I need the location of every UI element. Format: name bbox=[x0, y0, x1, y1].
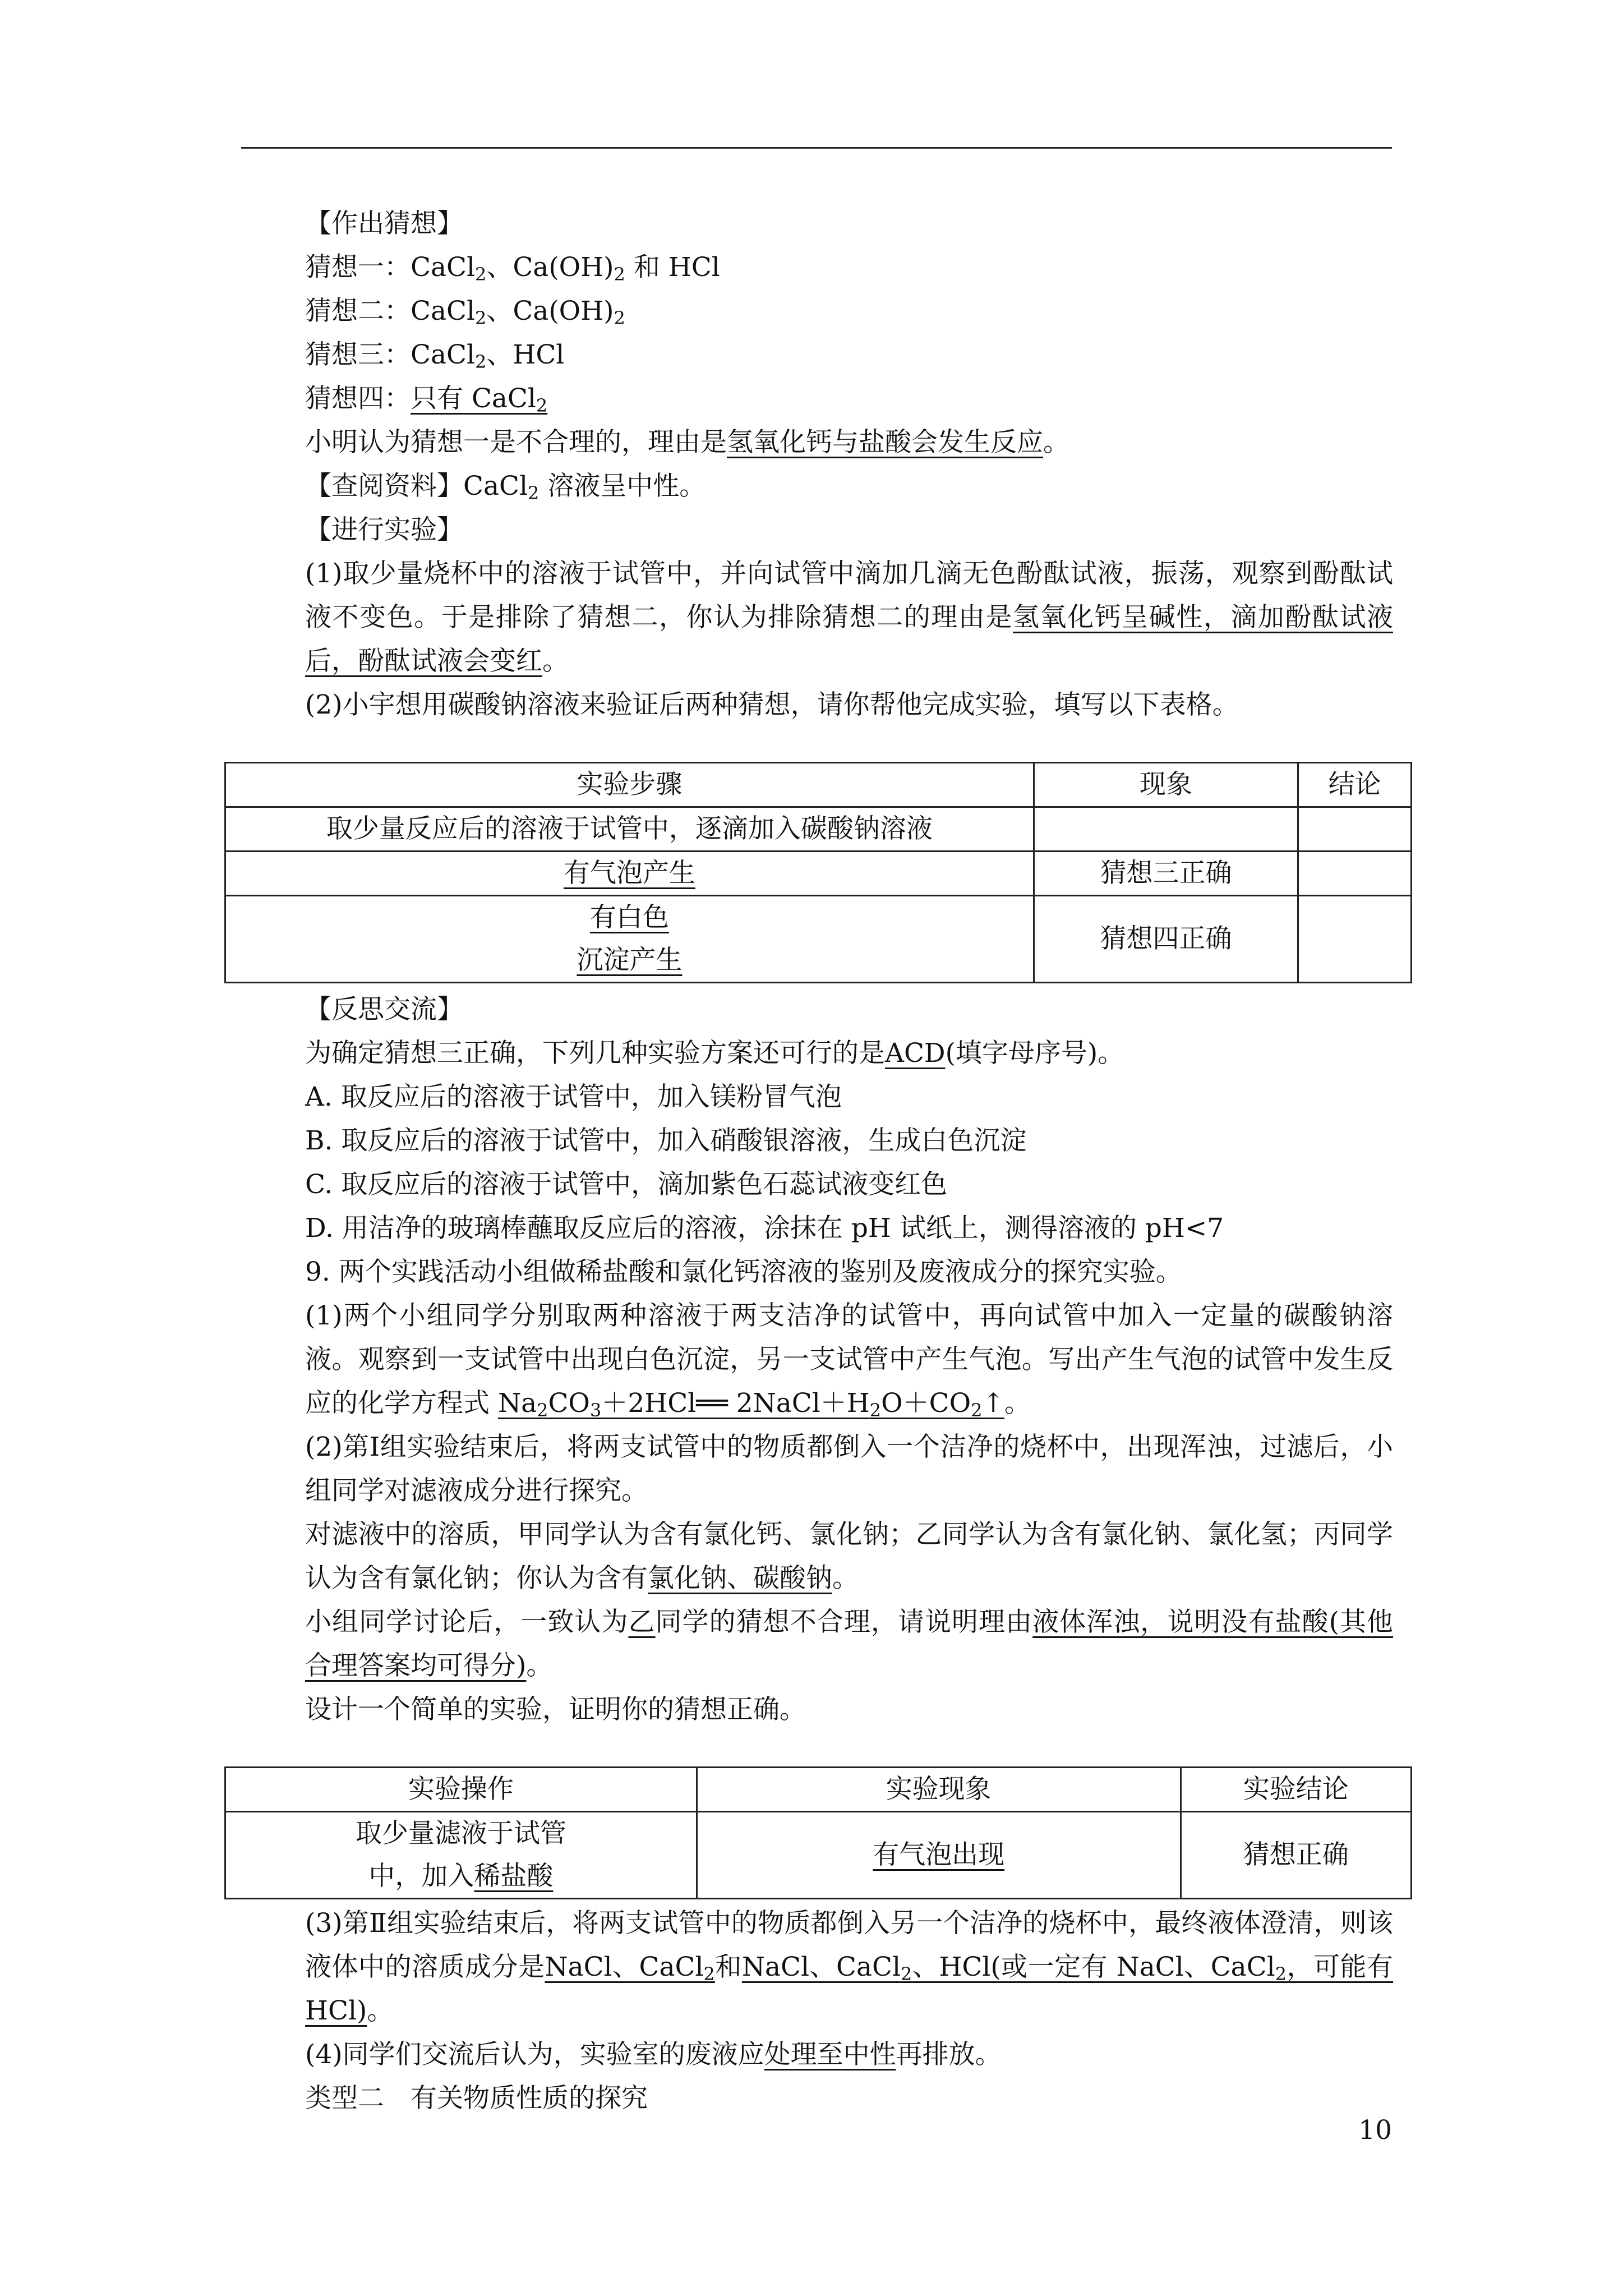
section-heading-reference: 【查阅资料】CaCl$_2$ 溶液呈中性。 bbox=[305, 471, 706, 504]
table-row bbox=[225, 852, 1412, 896]
table-header-cell: 实验结论 bbox=[1181, 1768, 1411, 1812]
table-header-cell: 结论 bbox=[1298, 763, 1412, 807]
table-row bbox=[225, 1812, 1412, 1899]
option-c: C. 取反应后的溶液于试管中，滴加紫色石蕊试液变红色 bbox=[305, 1169, 948, 1200]
table-cell: 有气泡产生 bbox=[225, 852, 1034, 896]
confirm-question: 为确定猜想三正确，下列几种实验方案还可行的是ACD(填字母序号)。 bbox=[305, 1038, 1124, 1069]
guess-3: 猜想三：CaCl$_2$、HCl bbox=[305, 339, 565, 372]
section-heading-experiment: 【进行实验】 bbox=[305, 514, 463, 545]
table-row bbox=[225, 807, 1412, 852]
table-cell: 猜想正确 bbox=[1181, 1812, 1411, 1899]
table-experiment-verify bbox=[224, 1766, 1412, 1899]
table-cell: 猜想四正确 bbox=[1034, 896, 1298, 983]
table-header-cell: 实验步骤 bbox=[225, 763, 1034, 807]
table-cell: 猜想三正确 bbox=[1034, 852, 1298, 896]
experiment-2: (2)小宇想用碳酸钠溶液来验证后两种猜想，请你帮他完成实验，填写以下表格。 bbox=[305, 689, 1239, 720]
section-heading-guess: 【作出猜想】 bbox=[305, 208, 463, 239]
option-b: B. 取反应后的溶液于试管中，加入硝酸银溶液，生成白色沉淀 bbox=[305, 1125, 1027, 1156]
question-9-part-2-design: 设计一个简单的实验，证明你的猜想正确。 bbox=[305, 1694, 806, 1725]
xiaoming-reason: 小明认为猜想一是不合理的，理由是氢氧化钙与盐酸会发生反应。 bbox=[305, 427, 1069, 458]
table-cell: 有白色 沉淀产生 bbox=[225, 896, 1034, 983]
table-cell bbox=[1298, 896, 1412, 983]
table-header-row bbox=[225, 1768, 1412, 1812]
guess-2: 猜想二：CaCl$_2$、$Ca(OH)_2$ bbox=[305, 296, 625, 329]
question-9-part-4: (4)同学们交流后认为，实验室的废液应处理至中性再排放。 bbox=[305, 2039, 1002, 2070]
question-9-part-3: (3)第Ⅱ组实验结束后，将两支试管中的物质都倒入另一个洁净的烧杯中，最终液体澄清，则该液体中的溶质成分是NaCl、CaCl$_2$和NaCl、CaCl$_2$、HCl(或一定有 NaCl、CaCl$_2$，可能有 HCl)。 bbox=[305, 1908, 1394, 2026]
option-d: D. 用洁净的玻璃棒蘸取反应后的溶液，涂抹在 pH 试纸上，测得溶液的 pH<7 bbox=[305, 1213, 1224, 1244]
question-9-part-2-discussion: 小组同学讨论后，一致认为乙同学的猜想不合理，请说明理由液体浑浊，说明没有盐酸(其他合理答案均可得分)。 bbox=[305, 1607, 1394, 1681]
question-9-part-1: (1)两个小组同学分别取两种溶液于两支洁净的试管中，再向试管中加入一定量的碳酸钠溶液。观察到一支试管中出现白色沉淀，另一支试管中产生气泡。写出产生气泡的试管中发生反应的化学方程式 $Na_2CO_3+2HCl══$ $2NaCl+H_2O+CO_2↑$。 bbox=[305, 1300, 1393, 1421]
guess-4: 猜想四：只有 CaCl$_2$ bbox=[305, 383, 548, 416]
table-row bbox=[225, 896, 1412, 983]
table-header-row bbox=[225, 763, 1412, 807]
table-cell: 取少量反应后的溶液于试管中，逐滴加入碳酸钠溶液 bbox=[225, 807, 1034, 852]
question-9-intro: 9. 两个实践活动小组做稀盐酸和氯化钙溶液的鉴别及废液成分的探究实验。 bbox=[305, 1257, 1182, 1287]
table-cell: 有气泡出现 bbox=[697, 1812, 1181, 1899]
question-9-part-2-filtrate: 对滤液中的溶质，甲同学认为含有氯化钙、氯化钠；乙同学认为含有氯化钠、氯化氢；丙同学认为含有氯化钠；你认为含有氯化钠、碳酸钠。 bbox=[305, 1519, 1393, 1594]
option-a: A. 取反应后的溶液于试管中，加入镁粉冒气泡 bbox=[305, 1082, 842, 1112]
guess-1: 猜想一：CaCl$_2$、$Ca(OH)_2$ 和 HCl bbox=[305, 252, 720, 285]
page-number: 10 bbox=[1358, 2115, 1392, 2146]
table-header-cell: 现象 bbox=[1034, 763, 1298, 807]
table-experiment-steps bbox=[224, 762, 1412, 983]
section-type-2: 类型二 有关物质性质的探究 bbox=[305, 2083, 648, 2114]
table-cell bbox=[1298, 807, 1412, 852]
experiment-1: (1)取少量烧杯中的溶液于试管中，并向试管中滴加几滴无色酚酞试液，振荡，观察到酚酞试液不变色。于是排除了猜想二，你认为排除猜想二的理由是氢氧化钙呈碱性，滴加酚酞试液后，酚酞试液会变红。 bbox=[305, 558, 1393, 677]
table-cell: 取少量滤液于试管 中，加入稀盐酸 bbox=[225, 1812, 697, 1899]
document-body bbox=[246, 202, 1393, 2120]
table-cell bbox=[1298, 852, 1412, 896]
question-9-part-2: (2)第Ⅰ组实验结束后，将两支试管中的物质都倒入一个洁净的烧杯中，出现浑浊，过滤后，小组同学对滤液成分进行探究。 bbox=[305, 1432, 1393, 1506]
table-cell bbox=[1034, 807, 1298, 852]
table-header-cell: 实验现象 bbox=[697, 1768, 1181, 1812]
header-rule bbox=[241, 147, 1392, 149]
section-heading-reflection: 【反思交流】 bbox=[305, 994, 463, 1025]
table-header-cell: 实验操作 bbox=[225, 1768, 697, 1812]
